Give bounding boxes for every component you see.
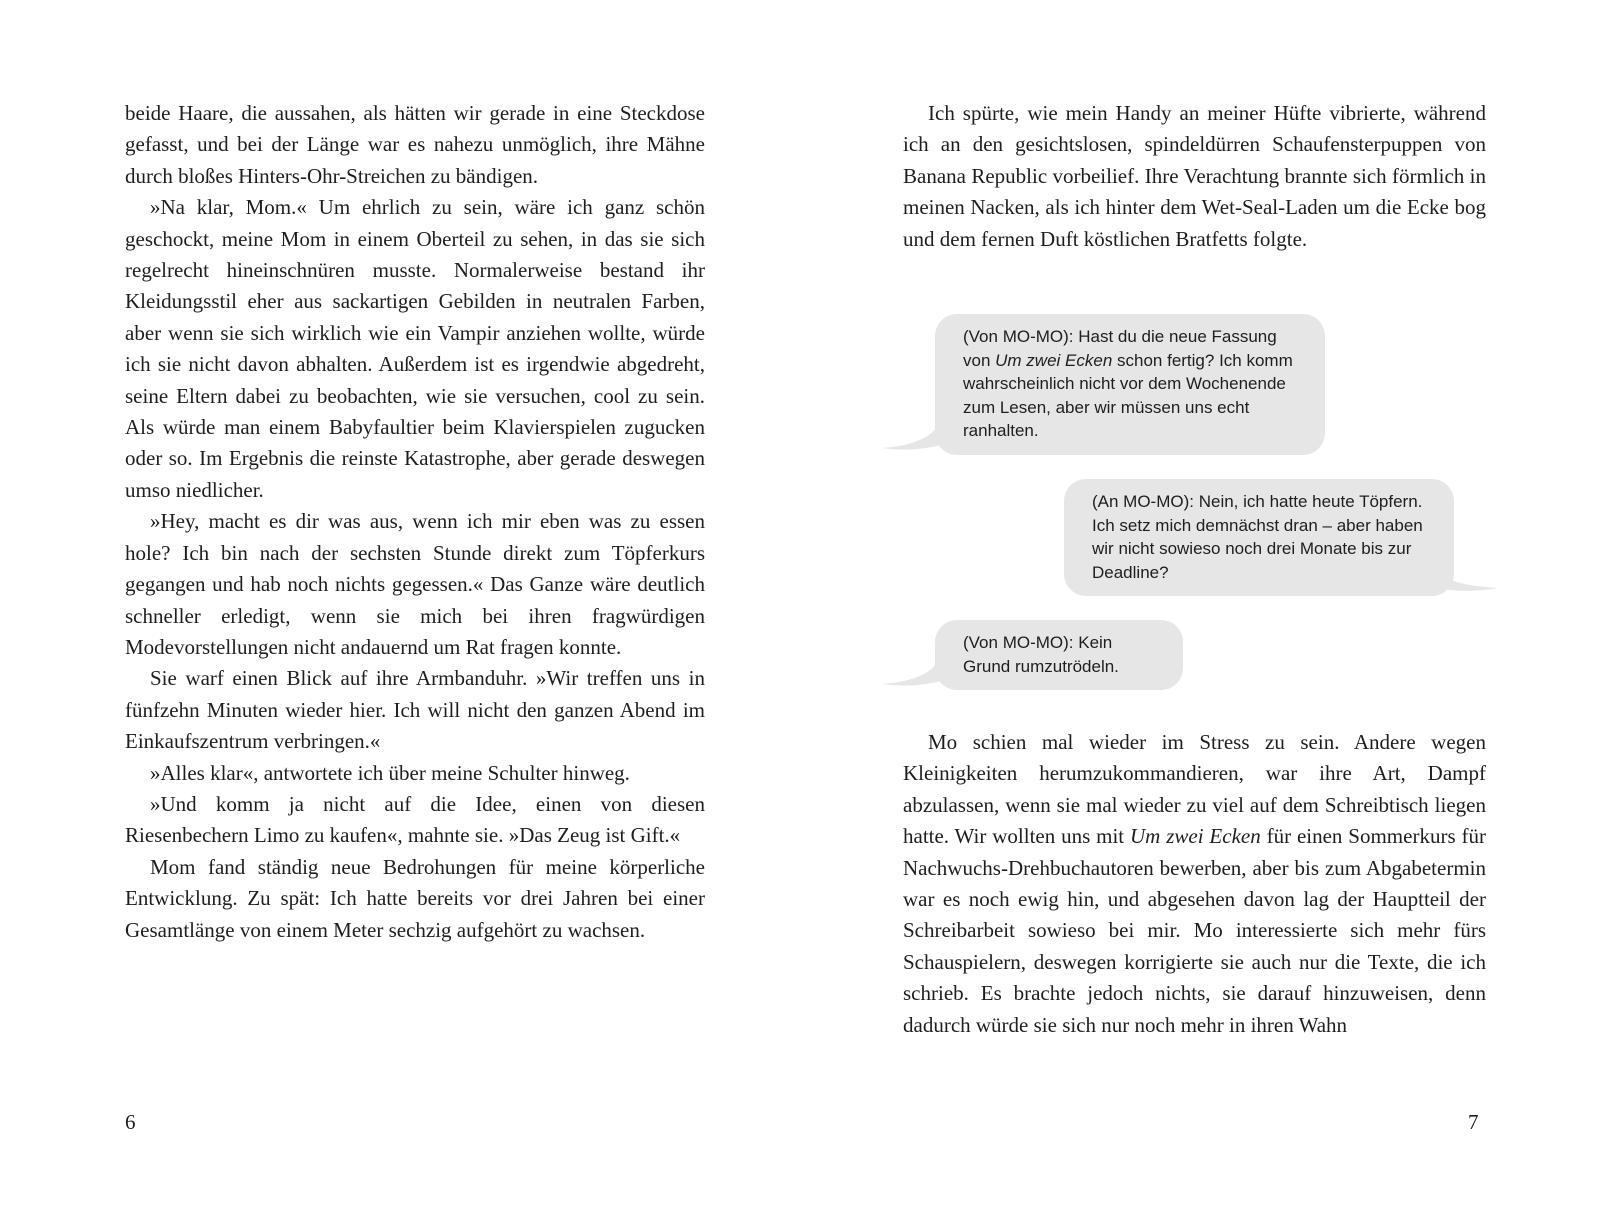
message-sender: (Von MO-MO): xyxy=(963,633,1074,652)
paragraph-text: Mo schien mal wieder im Stress zu sein. Andere wegen Kleinigkeiten herumzukommandieren, war ihre Art, Dampf abzulassen, wenn sie mal wieder zu viel auf dem Schreibtisch liegen hatte. Wir wollten uns mit xyxy=(903,730,1486,849)
paragraph: »Alles klar«, antwortete ich über meine Schulter hinweg. xyxy=(150,760,630,785)
paragraph xyxy=(903,727,1486,1041)
paragraph: »Hey, macht es dir was aus, wenn ich mir eben was zu essen hole? Ich bin nach der sechsten Stunde direkt zum Töpferkurs gegangen und hab noch nichts gegessen.« Das Ganze wäre deutlich schneller erledigt, wenn sie mich bei ihren fragwürdigen Modevorstellungen nicht andauernd um Rat fragen konnte. xyxy=(125,509,705,659)
message-text: Nein, ich hatte heute Töpfern. Ich setz mich demnächst dran – aber haben wir nicht sowieso noch drei Monate bis zur Deadline? xyxy=(1092,492,1423,582)
message-sender: (Von MO-MO): xyxy=(963,327,1074,346)
paragraph: Sie warf einen Blick auf ihre Armbanduhr. »Wir treffen uns in fünfzehn Minuten wieder hier. Ich will nicht den ganzen Abend im Einkaufszentrum verbringen.« xyxy=(125,666,705,754)
paragraph: beide Haare, die aussahen, als hätten wir gerade in eine Steckdose gefasst, und bei der Länge war es nahezu unmöglich, ihre Mähne durch bloßes Hinters-Ohr-Streichen zu bändigen. xyxy=(125,101,705,188)
message-bubble-outgoing xyxy=(1064,479,1454,596)
right-page xyxy=(800,0,1600,1215)
page-number: 7 xyxy=(1468,1110,1479,1134)
right-page-text-top xyxy=(903,98,1486,255)
left-page-text xyxy=(125,98,705,946)
paragraph-text: für einen Sommerkurs für Nachwuchs-Drehbuchautoren bewerben, aber bis zum Abgabetermin war es noch ewig hin, und abgesehen davon lag der Hauptteil der Schreibarbeit sowieso bei mir. Mo interessierte sich mehr fürs Schauspielern, deswegen korrigierte sie auch nur die Texte, die ich schrieb. Es brachte jedoch nichts, sie darauf hinzuweisen, denn dadurch würde sie sich nur noch mehr in ihren Wahn xyxy=(903,824,1486,1037)
paragraph: Ich spürte, wie mein Handy an meiner Hüfte vibrierte, während ich an den gesichtslosen, spindeldürren Schaufensterpuppen von Banana Republic vorbeilief. Ihre Verachtung brannte sich förmlich in meinen Nacken, als ich hinter dem Wet-Seal-Laden um die Ecke bog und dem fernen Duft köstlichen Bratfetts folgte. xyxy=(903,101,1486,251)
message-bubble-incoming xyxy=(935,314,1325,455)
message-text: schon fertig? Ich komm wahrscheinlich nicht vor dem Wochenende zum Lesen, aber wir müssen uns echt ranhalten. xyxy=(963,350,1293,440)
message-text: Kein Grund rumzutrödeln. xyxy=(963,633,1119,676)
message-text: Hast du die neue Fassung von xyxy=(963,327,1277,370)
paragraph: »Na klar, Mom.« Um ehrlich zu sein, wäre ich ganz schön geschockt, meine Mom in einem Oberteil zu sehen, in das sie sich regelrecht hineinschnüren musste. Normalerweise bestand ihr Kleidungsstil eher aus sackartigen Gebilden in neutralen Farben, aber wenn sie sich wirklich wie ein Vampir anziehen wollte, würde ich sie nicht davon abhalten. Außerdem ist es irgendwie abgedreht, seine Eltern dabei zu beobachten, wie sie versuchen, cool zu sein. Als würde man einem Babyfaultier beim Klavierspielen zugucken oder so. Im Ergebnis die reinste Katastrophe, aber gerade deswegen umso niedlicher. xyxy=(125,195,705,502)
message-bubble-incoming xyxy=(935,620,1183,690)
book-title: Um zwei Ecken xyxy=(1130,824,1261,849)
right-page-text-bottom xyxy=(903,727,1486,1041)
paragraph: »Und komm ja nicht auf die Idee, einen von diesen Riesenbechern Limo zu kaufen«, mahnte sie. »Das Zeug ist Gift.« xyxy=(125,791,705,848)
paragraph: Mom fand ständig neue Bedrohungen für meine körperliche Entwicklung. Zu spät: Ich hatte bereits vor drei Jahren bei einer Gesamtlänge von einem Meter sechzig aufgehört zu wachsen. xyxy=(125,854,705,942)
message-title: Um zwei Ecken xyxy=(995,350,1113,370)
page-number: 6 xyxy=(125,1110,136,1134)
message-sender: (An MO-MO): xyxy=(1092,492,1194,511)
